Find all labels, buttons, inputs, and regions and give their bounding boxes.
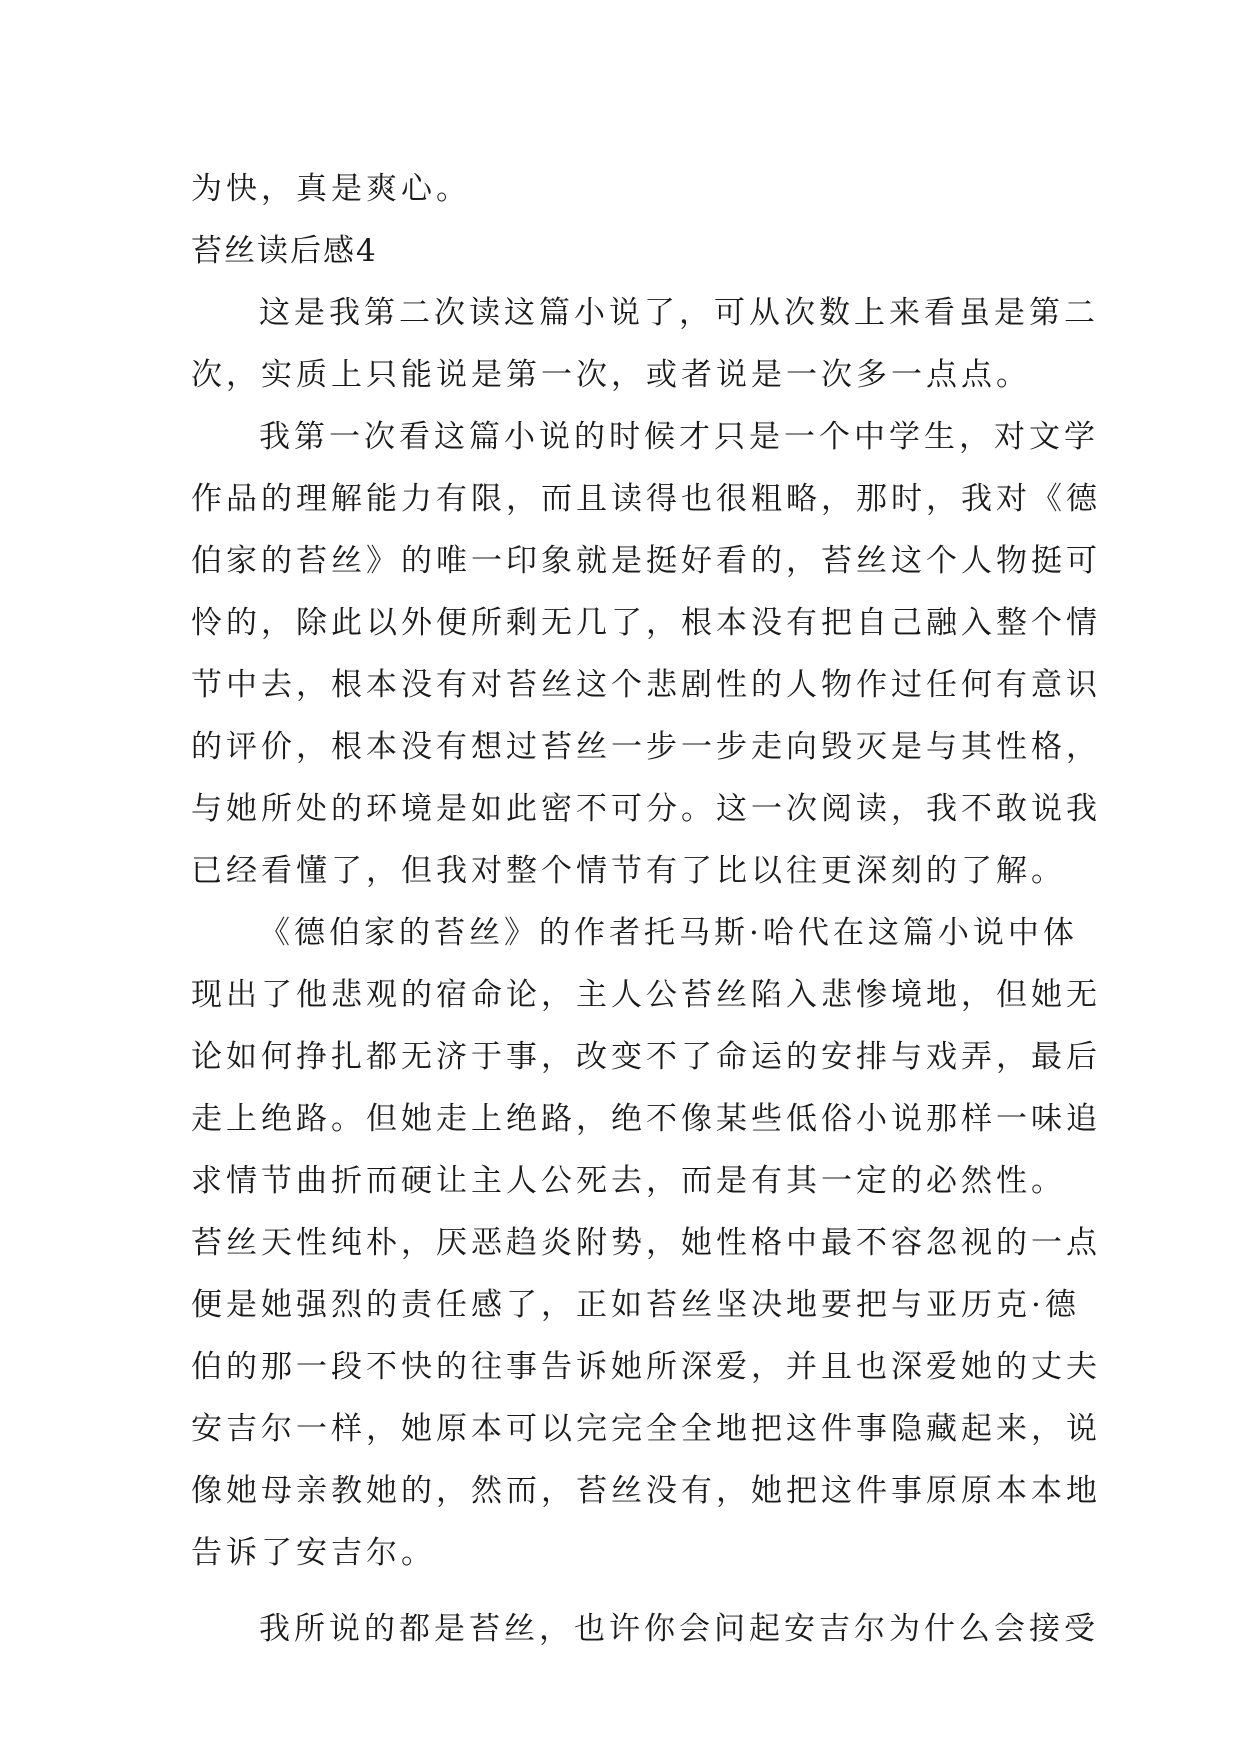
continued-text-line: 为快，真是爽心。 [191, 171, 471, 207]
paragraph-line: 现出了他悲观的宿命论，主人公苔丝陷入悲惨境地，但她无 [191, 977, 1101, 1013]
paragraph-line: 这是我第二次读这篇小说了，可从次数上来看虽是第二 [259, 295, 1099, 331]
paragraph-line: 便是她强烈的责任感了，正如苔丝坚决地要把与亚历克·德 [191, 1287, 1080, 1323]
paragraph-line: 求情节曲折而硬让主人公死去，而是有其一定的必然性。 [191, 1163, 1066, 1199]
paragraph-3 [191, 902, 1101, 1584]
paragraph-line: 走上绝路。但她走上绝路，绝不像某些低俗小说那样一味追 [191, 1101, 1101, 1137]
paragraph-line: 已经看懂了，但我对整个情节有了比以往更深刻的了解。 [191, 853, 1066, 889]
document-body [191, 158, 1101, 1660]
paragraph-line: 作品的理解能力有限，而且读得也很粗略，那时，我对《德 [191, 481, 1101, 517]
paragraph-1 [191, 282, 1099, 406]
paragraph-line: 怜的，除此以外便所剩无几了，根本没有把自己融入整个情 [191, 605, 1101, 641]
paragraph-line: 与她所处的环境是如此密不可分。这一次阅读，我不敢说我 [191, 791, 1101, 827]
paragraph-line: 伯家的苔丝》的唯一印象就是挺好看的，苔丝这个人物挺可 [191, 543, 1101, 579]
paragraph-line: 我所说的都是苔丝，也许你会问起安吉尔为什么会接受 [259, 1611, 1099, 1647]
paragraph-line: 节中去，根本没有对苔丝这个悲剧性的人物作过任何有意识 [191, 667, 1101, 703]
paragraph-4 [191, 1598, 1099, 1660]
paragraph-line: 告诉了安吉尔。 [191, 1535, 436, 1571]
paragraph-line: 苔丝天性纯朴，厌恶趋炎附势，她性格中最不容忽视的一点 [191, 1225, 1101, 1261]
paragraph-line: 安吉尔一样，她原本可以完完全全地把这件事隐藏起来，说 [191, 1411, 1101, 1447]
paragraph-line: 我第一次看这篇小说的时候才只是一个中学生，对文学 [259, 419, 1099, 455]
paragraph-line: 的评价，根本没有想过苔丝一步一步走向毁灭是与其性格， [191, 729, 1101, 765]
paragraph-line: 次，实质上只能说是第一次，或者说是一次多一点点。 [191, 357, 1031, 393]
paragraph-line: 像她母亲教她的，然而，苔丝没有，她把这件事原原本本地 [191, 1473, 1101, 1509]
section-heading: 苔丝读后感4 [191, 233, 378, 269]
paragraph-line: 《德伯家的苔丝》的作者托马斯·哈代在这篇小说中体 [259, 915, 1078, 951]
paragraph-line: 伯的那一段不快的往事告诉她所深爱，并且也深爱她的丈夫 [191, 1349, 1101, 1385]
paragraph-line: 论如何挣扎都无济于事，改变不了命运的安排与戏弄，最后 [191, 1039, 1101, 1075]
paragraph-2 [191, 406, 1101, 902]
